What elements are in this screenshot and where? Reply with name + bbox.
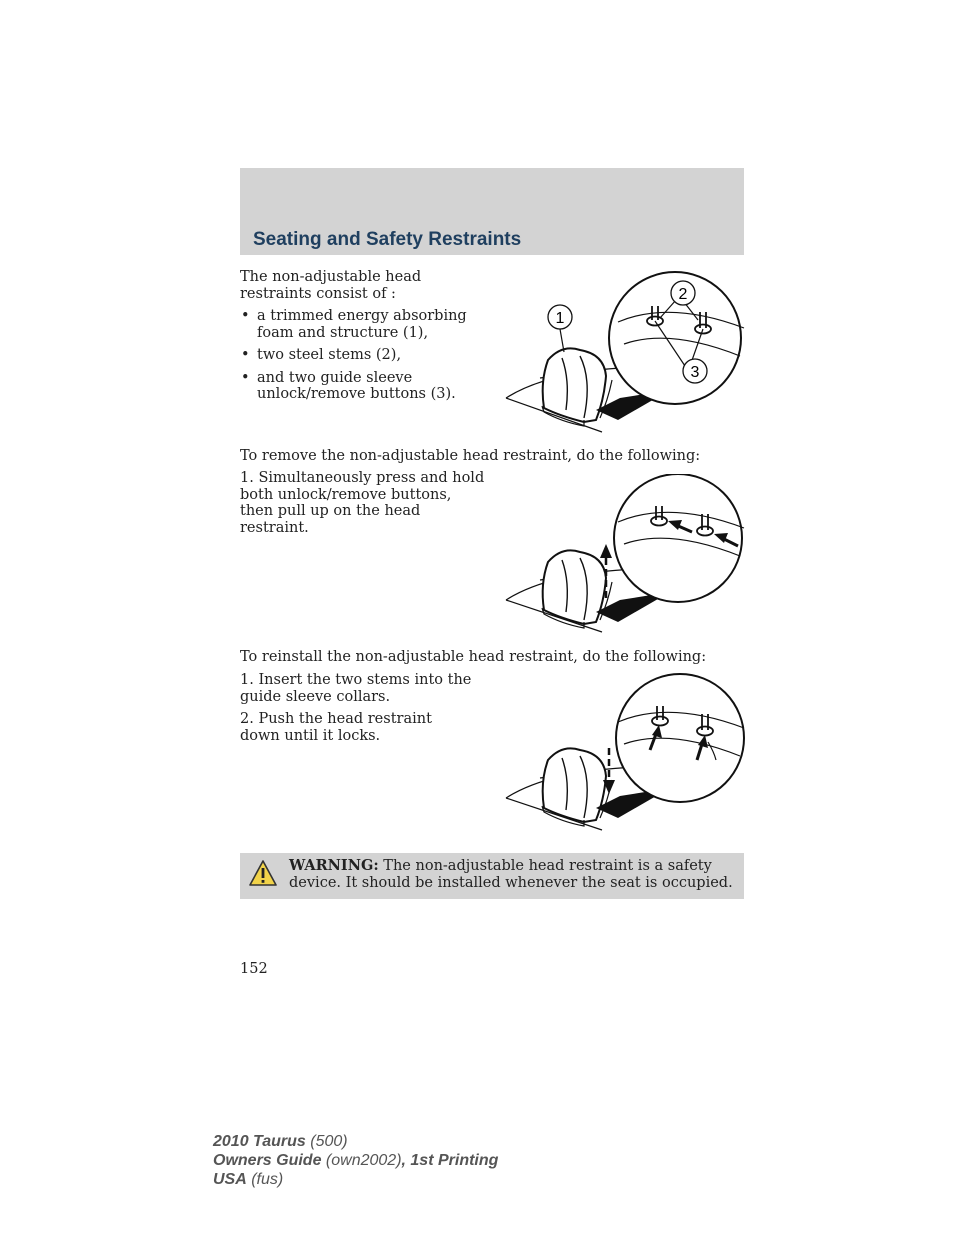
footer-line-2: Owners Guide (own2002), 1st Printing [213, 1152, 499, 1169]
svg-text:3: 3 [690, 364, 700, 381]
svg-text:2: 2 [678, 286, 688, 303]
warning-box [240, 853, 744, 899]
remove-heading: To remove the non-adjustable head restraint, do the following: [240, 448, 701, 464]
reinstall-steps [240, 672, 475, 750]
reinstall-head-restraint-illustration [500, 672, 750, 836]
remove-step-1: 1. Simultaneously press and hold both unlock/remove buttons, then pull up on the head restraint. [240, 470, 485, 536]
reinstall-step-1: 1. Insert the two stems into the guide sleeve collars. [240, 672, 472, 705]
section-title: Seating and Safety Restraints [253, 229, 522, 250]
components-text [240, 269, 495, 409]
list-item: • two steel stems (2), [240, 347, 495, 364]
page-number: 152 [240, 961, 268, 977]
components-list [240, 308, 495, 403]
warning-message: The non-adjustable head restraint is a safety device. It should be installed whenever the seat is occupied. [289, 858, 733, 891]
list-item: • and two guide sleeve unlock/remove buttons (3). [240, 370, 495, 403]
document-footer [213, 1132, 498, 1189]
warning-text [289, 857, 739, 892]
remove-head-restraint-illustration [500, 474, 750, 636]
reinstall-heading: To reinstall the non-adjustable head restraint, do the following: [240, 649, 707, 665]
footer-line-3: USA (fus) [213, 1171, 284, 1188]
components-intro: The non-adjustable head restraints consist of : [240, 269, 422, 302]
warning-label: WARNING: [289, 857, 379, 874]
reinstall-step-2: 2. Push the head restraint down until it locks. [240, 711, 432, 744]
callout-2 [671, 281, 695, 305]
section-header-band [240, 168, 744, 255]
callout-3 [683, 359, 707, 383]
footer-line-1: 2010 Taurus (500) [213, 1133, 348, 1150]
list-item: • a trimmed energy absorbing foam and structure (1), [240, 308, 495, 341]
callout-1 [548, 305, 572, 329]
warning-triangle-icon [248, 859, 278, 887]
head-restraint-components-illustration [500, 270, 750, 438]
svg-text:1: 1 [555, 310, 565, 327]
head-restraint-icon [542, 748, 606, 826]
head-restraint-icon [542, 550, 606, 628]
